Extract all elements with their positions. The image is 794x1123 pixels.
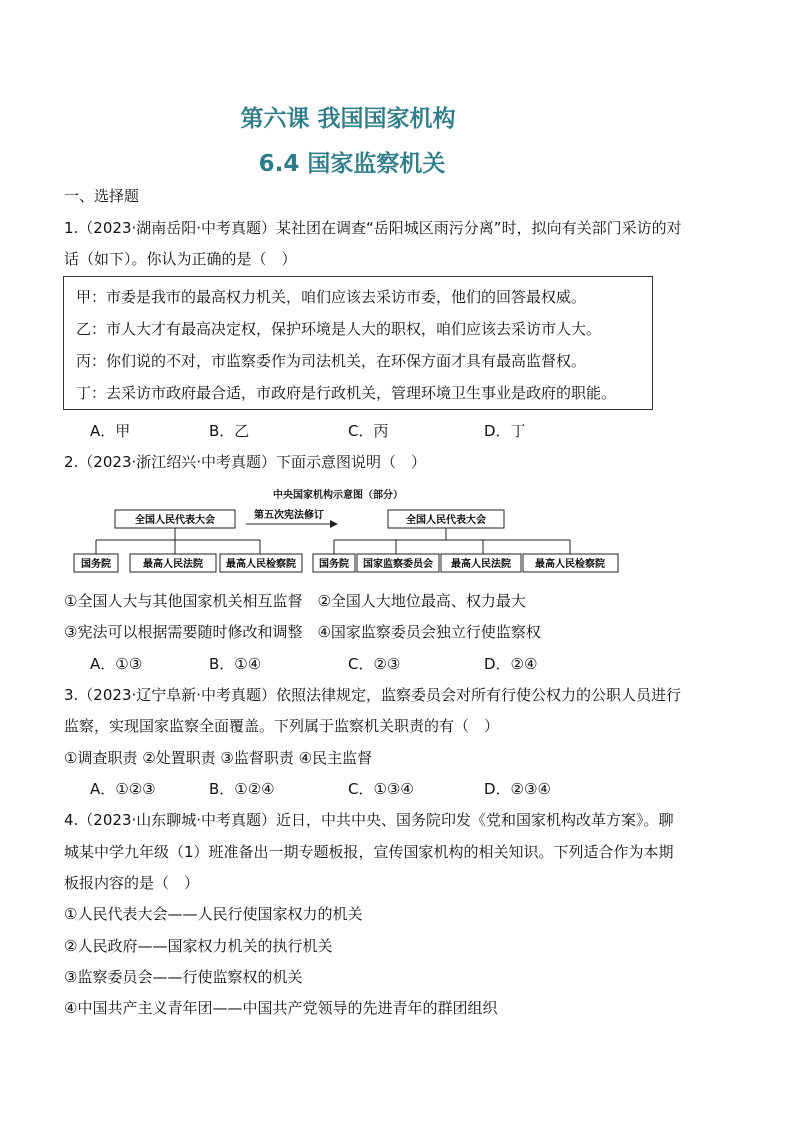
q2-option-d[interactable]: D．②④ [484,655,538,673]
right-child-label: 国家监察委员会 [363,559,433,570]
q1-option-a[interactable]: A．甲 [90,422,131,440]
right-child-label: 最高人民检察院 [535,559,605,570]
q1-option-b[interactable]: B．乙 [209,422,250,440]
arrow-head-icon [330,520,338,528]
q2-option-c[interactable]: C．②③ [348,655,401,673]
q1-option-d[interactable]: D．丁 [484,422,526,440]
section-heading: 一、选择题 [64,187,140,205]
left-npc-label: 全国人民代表大会 [135,515,215,526]
q3-option-b[interactable]: B．①②④ [209,780,275,798]
q3-stem-line1: 3.（2023·辽宁阜新·中考真题）依照法律规定，监察委员会对所有行使公权力的公职人员进行 [64,686,682,704]
q4-stem-line3: 板报内容的是（ ） [64,874,200,892]
q1-dialog-box [63,276,653,410]
q1-dialog-line: 甲：市委是我市的最高权力机关，咱们应该去采访市委，他们的回答最权威。 [76,288,587,306]
q4-statement: ③监察委员会——行使监察权的机关 [64,968,303,986]
q4-stem-line1: 4.（2023·山东聊城·中考真题）近日，中共中央、国务院印发《党和国家机构改革方案》。聊 [64,811,674,829]
q3-statements: ①调查职责 ②处置职责 ③监督职责 ④民主监督 [64,749,373,767]
q1-dialog-line: 丙：你们说的不对，市监察委作为司法机关，在环保方面才具有最高监督权。 [76,352,587,370]
q1-dialog-line: 丁：去采访市政府最合适，市政府是行政机关，管理环境卫生事业是政府的职能。 [76,384,617,402]
right-child-label: 国务院 [319,559,349,570]
left-child-label: 最高人民检察院 [226,559,296,570]
page-subtitle: 6.4 国家监察机关 [258,151,446,177]
q4-statement: ①人民代表大会——人民行使国家权力的机关 [64,905,363,923]
q3-option-d[interactable]: D．②③④ [484,780,551,798]
q4-stem-line2: 城某中学九年级（1）班准备出一期专题板报，宣传国家机构的相关知识。下列适合作为本期 [64,843,674,861]
q1-option-c[interactable]: C．丙 [348,422,389,440]
arrow-label: 第五次宪法修订 [254,510,324,521]
q1-dialog-line: 乙：市人大才有最高决定权，保护环境是人大的职权，咱们应该去采访市人大。 [76,320,602,338]
page-title: 第六课 我国国家机构 [240,106,456,132]
q4-statement: ④中国共产主义青年团——中国共产党领导的先进青年的群团组织 [64,999,498,1017]
q2-option-a[interactable]: A．①③ [90,655,143,673]
q3-option-c[interactable]: C．①③④ [348,780,414,798]
q4-statement: ②人民政府——国家权力机关的执行机关 [64,937,333,955]
left-child-label: 最高人民法院 [143,559,203,570]
q1-stem-line2: 话（如下）。你认为正确的是（ ） [64,250,297,268]
q2-stem-line1: 2.（2023·浙江绍兴·中考真题）下面示意图说明（ ） [64,453,427,471]
q2-statements-line1: ①全国人大与其他国家机关相互监督 ②全国人大地位最高、权力最大 [64,592,526,610]
q2-statements-line2: ③宪法可以根据需要随时修改和调整 ④国家监察委员会独立行使监察权 [64,623,541,641]
q2-option-b[interactable]: B．①④ [209,655,262,673]
state-organs-diagram [60,482,640,577]
q3-stem-line2: 监察，实现国家监察全面覆盖。下列属于监察机关职责的有（ ） [64,717,500,735]
right-npc-label: 全国人民代表大会 [406,515,486,526]
right-child-label: 最高人民法院 [451,559,511,570]
diagram-title: 中央国家机构示意图（部分） [273,490,403,501]
q3-option-a[interactable]: A．①②③ [90,780,156,798]
q1-stem-line1: 1.（2023·湖南岳阳·中考真题）某社团在调查“岳阳城区雨污分离”时，拟向有关部门采访的对 [64,219,682,237]
left-child-label: 国务院 [81,559,111,570]
